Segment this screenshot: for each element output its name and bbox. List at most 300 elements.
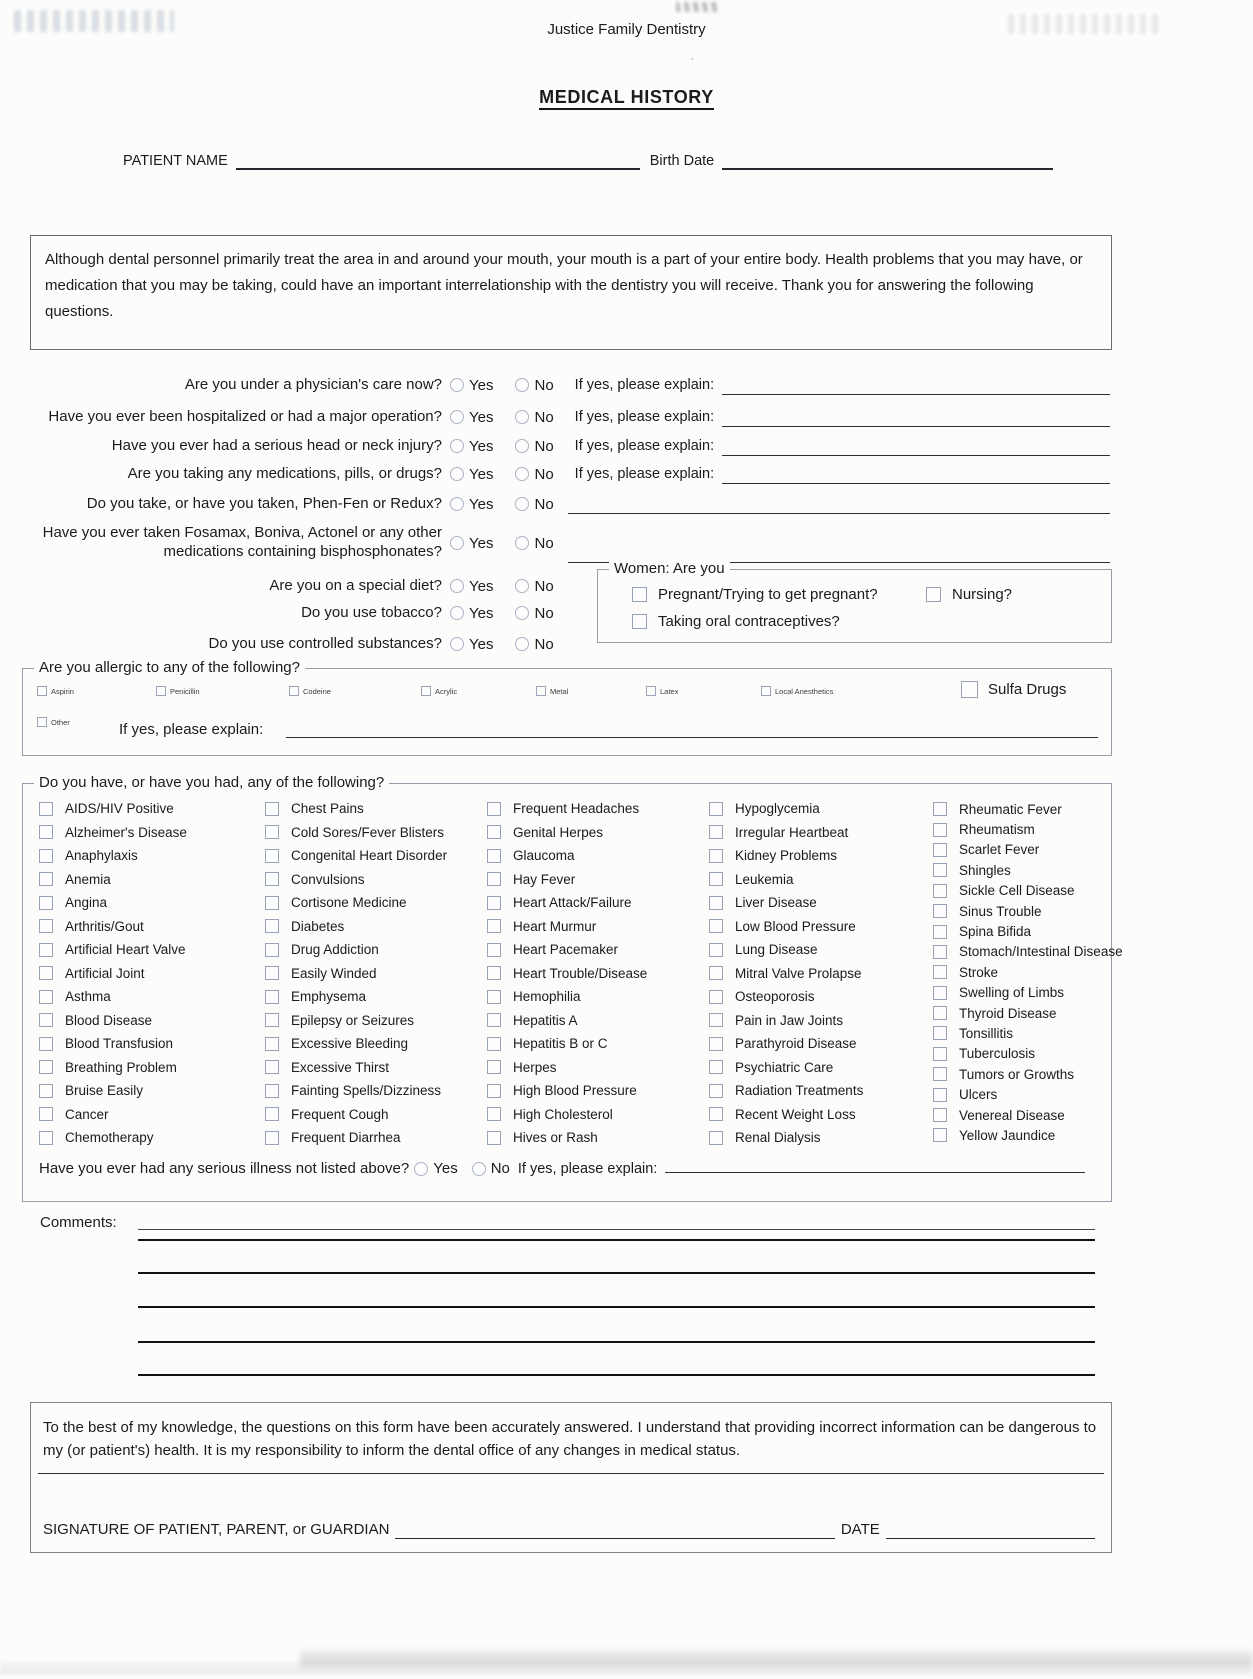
condition-label: Frequent Headaches [513, 801, 640, 817]
condition-checkbox[interactable] [265, 849, 279, 863]
condition-checkbox[interactable] [39, 1037, 53, 1051]
no-label: No [534, 465, 554, 483]
condition-label: Tumors or Growths [959, 1066, 1075, 1082]
condition-checkbox[interactable] [709, 1084, 723, 1098]
question-label: Have you ever been hospitalized or had a major operation? [48, 407, 442, 425]
condition-item [933, 799, 1123, 819]
question-yes-radio[interactable] [450, 497, 464, 511]
condition-label: Frequent Cough [291, 1106, 389, 1122]
condition-item [933, 1125, 1123, 1145]
sulfa-drugs-checkbox[interactable] [961, 681, 978, 698]
condition-item [39, 844, 187, 868]
question-yes-radio[interactable] [450, 467, 464, 481]
acrylic-checkbox[interactable] [421, 686, 431, 696]
condition-checkbox[interactable] [933, 1067, 947, 1081]
condition-checkbox[interactable] [487, 1084, 501, 1098]
condition-checkbox[interactable] [265, 919, 279, 933]
birth-date-field[interactable] [722, 154, 1053, 170]
condition-checkbox[interactable] [709, 872, 723, 886]
condition-checkbox[interactable] [933, 843, 947, 857]
condition-item [933, 1044, 1123, 1064]
condition-label: Hemophilia [513, 989, 581, 1005]
question-no-radio[interactable] [515, 439, 529, 453]
question-row [0, 432, 1112, 460]
condition-item [265, 1079, 447, 1103]
no-label: No [534, 604, 554, 622]
condition-checkbox[interactable] [265, 990, 279, 1004]
no-label: No [534, 408, 554, 426]
condition-checkbox[interactable] [933, 965, 947, 979]
codeine-label: Codeine [303, 687, 331, 696]
question-yes-radio[interactable] [450, 606, 464, 620]
question-no-radio[interactable] [515, 410, 529, 424]
condition-item [709, 891, 863, 915]
condition-checkbox[interactable] [487, 919, 501, 933]
condition-item [487, 1009, 647, 1033]
condition-checkbox[interactable] [265, 825, 279, 839]
condition-checkbox[interactable] [487, 872, 501, 886]
condition-checkbox[interactable] [933, 1047, 947, 1061]
condition-checkbox[interactable] [933, 1128, 947, 1142]
consent-section [30, 1402, 1112, 1553]
condition-checkbox[interactable] [709, 849, 723, 863]
condition-item [265, 915, 447, 939]
condition-label: Heart Attack/Failure [513, 895, 632, 911]
allergy-explain-field[interactable] [286, 720, 1098, 738]
patient-name-label: PATIENT NAME [123, 153, 228, 169]
condition-checkbox[interactable] [487, 1037, 501, 1051]
condition-checkbox[interactable] [933, 904, 947, 918]
condition-checkbox[interactable] [933, 1088, 947, 1102]
condition-checkbox[interactable] [487, 943, 501, 957]
condition-label: Swelling of Limbs [959, 985, 1065, 1001]
condition-label: Sickle Cell Disease [959, 883, 1075, 899]
condition-item [933, 1105, 1123, 1125]
condition-item [39, 821, 187, 845]
condition-item [933, 921, 1123, 941]
condition-label: Hypoglycemia [735, 801, 820, 817]
contraceptives-checkbox[interactable] [632, 614, 647, 629]
allergy-item [289, 686, 331, 696]
condition-label: Tuberculosis [959, 1046, 1036, 1062]
condition-checkbox[interactable] [933, 823, 947, 837]
condition-checkbox[interactable] [39, 919, 53, 933]
consent-text: To the best of my knowledge, the questions on this form have been accurately answered. I understand that providing incorrect information can be dangerous to my (or patient's) health. It is my responsibility to inform the dental office of any changes in medical status. [43, 1419, 1097, 1460]
condition-item [265, 1126, 447, 1150]
condition-checkbox[interactable] [39, 943, 53, 957]
condition-item [709, 1079, 863, 1103]
explain-label: If yes, please explain: [574, 377, 715, 393]
signature-field[interactable] [395, 1525, 834, 1539]
condition-checkbox[interactable] [39, 1013, 53, 1027]
signature-label: SIGNATURE OF PATIENT, PARENT, or GUARDIAN [43, 1521, 390, 1538]
yes-label: Yes [469, 408, 494, 426]
allergies-section [22, 659, 1112, 756]
condition-item [933, 962, 1123, 982]
condition-label: Cold Sores/Fever Blisters [291, 824, 445, 840]
condition-label: Psychiatric Care [735, 1059, 834, 1075]
condition-checkbox[interactable] [265, 896, 279, 910]
local-anesthetics-checkbox[interactable] [761, 686, 771, 696]
condition-checkbox[interactable] [39, 990, 53, 1004]
condition-checkbox[interactable] [39, 1107, 53, 1121]
condition-checkbox[interactable] [265, 1060, 279, 1074]
page-title: MEDICAL HISTORY [0, 87, 1253, 108]
condition-checkbox[interactable] [487, 802, 501, 816]
condition-checkbox[interactable] [933, 1108, 947, 1122]
condition-label: Easily Winded [291, 965, 377, 981]
condition-checkbox[interactable] [709, 919, 723, 933]
condition-checkbox[interactable] [39, 896, 53, 910]
condition-item [709, 1103, 863, 1127]
condition-checkbox[interactable] [709, 1107, 723, 1121]
condition-checkbox[interactable] [487, 849, 501, 863]
divider [38, 1473, 1104, 1474]
condition-item [487, 938, 647, 962]
condition-label: Osteoporosis [735, 989, 815, 1005]
condition-item [709, 868, 863, 892]
date-field[interactable] [886, 1525, 1095, 1539]
condition-checkbox[interactable] [487, 825, 501, 839]
allergy-item [156, 686, 200, 696]
condition-item [933, 901, 1123, 921]
condition-label: Herpes [513, 1059, 557, 1075]
condition-label: Angina [65, 895, 108, 911]
condition-label: Sinus Trouble [959, 903, 1042, 919]
comments-line[interactable] [138, 1341, 1095, 1343]
condition-item [265, 1009, 447, 1033]
condition-item [265, 938, 447, 962]
condition-item [39, 985, 187, 1009]
condition-checkbox[interactable] [265, 1013, 279, 1027]
penicillin-checkbox[interactable] [156, 686, 166, 696]
explain-label: If yes, please explain: [517, 1160, 658, 1177]
allergy-item [37, 686, 74, 696]
condition-label: Recent Weight Loss [735, 1106, 856, 1122]
condition-item [709, 1126, 863, 1150]
condition-label: Kidney Problems [735, 848, 838, 864]
yes-label: Yes [469, 437, 494, 455]
condition-checkbox[interactable] [39, 966, 53, 980]
condition-checkbox[interactable] [933, 925, 947, 939]
condition-checkbox[interactable] [487, 966, 501, 980]
question-label: Do you use controlled substances? [208, 634, 442, 652]
question-yes-radio[interactable] [450, 637, 464, 651]
condition-item [487, 821, 647, 845]
condition-checkbox[interactable] [39, 802, 53, 816]
condition-item [487, 915, 647, 939]
comments-line[interactable] [138, 1239, 1095, 1241]
question-explain-field[interactable] [722, 426, 1110, 427]
condition-label: Hay Fever [513, 871, 576, 887]
pregnant-label: Pregnant/Trying to get pregnant? [658, 586, 878, 603]
condition-label: Hepatitis A [513, 1012, 578, 1028]
condition-item [265, 844, 447, 868]
condition-label: Stroke [959, 964, 999, 980]
question-row [0, 490, 1112, 518]
question-label: Are you under a physician's care now? [184, 375, 442, 393]
condition-checkbox[interactable] [39, 825, 53, 839]
question-no-radio[interactable] [515, 467, 529, 481]
condition-checkbox[interactable] [709, 896, 723, 910]
conditions-column [487, 797, 647, 1150]
condition-checkbox[interactable] [265, 943, 279, 957]
condition-checkbox[interactable] [709, 1131, 723, 1145]
question-label: Do you take, or have you taken, Phen-Fen or Redux? [86, 494, 442, 512]
allergy-item [646, 686, 678, 696]
condition-checkbox[interactable] [265, 1131, 279, 1145]
condition-item [39, 1103, 187, 1127]
condition-checkbox[interactable] [709, 990, 723, 1004]
question-yes-radio[interactable] [450, 579, 464, 593]
women-section [597, 560, 1112, 643]
condition-checkbox[interactable] [709, 825, 723, 839]
condition-label: Ulcers [959, 1087, 998, 1103]
condition-label: Low Blood Pressure [735, 918, 856, 934]
date-label: DATE [840, 1521, 880, 1538]
condition-label: Spina Bifida [959, 924, 1032, 940]
comments-line[interactable] [138, 1272, 1095, 1274]
latex-checkbox[interactable] [646, 686, 656, 696]
condition-label: Rheumatism [959, 822, 1035, 838]
condition-label: High Cholesterol [513, 1106, 613, 1122]
condition-label: Alzheimer's Disease [65, 824, 187, 840]
condition-checkbox[interactable] [487, 990, 501, 1004]
question-no-radio[interactable] [515, 606, 529, 620]
condition-checkbox[interactable] [39, 1060, 53, 1074]
clinic-name: Justice Family Dentistry [547, 21, 706, 38]
condition-label: Rheumatic Fever [959, 801, 1062, 817]
yes-label: Yes [469, 495, 494, 513]
condition-checkbox[interactable] [933, 863, 947, 877]
condition-item [709, 797, 863, 821]
condition-item [487, 985, 647, 1009]
condition-item [933, 942, 1123, 962]
scan-smudge-top-center [676, 2, 720, 12]
no-label: No [534, 534, 554, 552]
condition-checkbox[interactable] [265, 1107, 279, 1121]
condition-label: AIDS/HIV Positive [65, 801, 174, 817]
aspirin-label: Aspirin [51, 687, 74, 696]
condition-item [487, 797, 647, 821]
condition-item [39, 1126, 187, 1150]
question-label: Do you use tobacco? [301, 603, 442, 621]
condition-label: Leukemia [735, 871, 794, 887]
condition-item [39, 1009, 187, 1033]
aspirin-checkbox[interactable] [37, 686, 47, 696]
allergy-item [761, 686, 833, 696]
condition-checkbox[interactable] [709, 1037, 723, 1051]
condition-label: Yellow Jaundice [959, 1127, 1056, 1143]
question-no-radio[interactable] [515, 637, 529, 651]
no-label: No [534, 495, 554, 513]
condition-item [39, 868, 187, 892]
condition-checkbox[interactable] [487, 1013, 501, 1027]
comments-line[interactable] [138, 1306, 1095, 1308]
condition-label: Mitral Valve Prolapse [735, 965, 862, 981]
condition-item [933, 819, 1123, 839]
serious-illness-question [39, 1160, 1087, 1177]
question-label: Are you taking any medications, pills, or drugs? [127, 464, 442, 482]
condition-checkbox[interactable] [487, 1131, 501, 1145]
condition-item [39, 797, 187, 821]
intro-text: Although dental personnel primarily treat the area in and around your mouth, your mouth is a part of your entire body. Health problems that you may have, or medication that you may be taking, could have an important interrelationship with the dentistry you will receive. Thank you for answering the following questions. [45, 251, 1083, 320]
patient-name-field[interactable] [236, 154, 640, 170]
sulfa-drugs-option [961, 681, 1066, 698]
question-no-radio[interactable] [515, 536, 529, 550]
question-no-radio[interactable] [515, 378, 529, 392]
condition-item [709, 985, 863, 1009]
condition-label: Chest Pains [291, 801, 364, 817]
pregnant-checkbox[interactable] [632, 587, 647, 602]
condition-item [265, 797, 447, 821]
condition-label: Epilepsy or Seizures [291, 1012, 415, 1028]
condition-label: Convulsions [291, 871, 365, 887]
condition-label: Breathing Problem [65, 1059, 177, 1075]
metal-checkbox[interactable] [536, 686, 546, 696]
condition-checkbox[interactable] [933, 945, 947, 959]
condition-label: Excessive Bleeding [291, 1036, 409, 1052]
condition-item [265, 1103, 447, 1127]
no-label: No [534, 635, 554, 653]
condition-checkbox[interactable] [709, 1060, 723, 1074]
condition-checkbox[interactable] [39, 872, 53, 886]
condition-checkbox[interactable] [933, 1026, 947, 1040]
condition-checkbox[interactable] [265, 802, 279, 816]
condition-checkbox[interactable] [39, 1084, 53, 1098]
condition-checkbox[interactable] [709, 943, 723, 957]
other-allergy-label: Other [51, 718, 70, 727]
nursing-checkbox[interactable] [926, 587, 941, 602]
condition-label: Frequent Diarrhea [291, 1130, 401, 1146]
condition-checkbox[interactable] [709, 802, 723, 816]
other-allergy-checkbox[interactable] [37, 717, 47, 727]
pregnant-option [632, 586, 878, 603]
birth-date-label: Birth Date [649, 153, 715, 169]
condition-label: Anaphylaxis [65, 848, 138, 864]
condition-label: Pain in Jaw Joints [735, 1012, 844, 1028]
question-yes-radio[interactable] [450, 410, 464, 424]
women-legend: Women: Are you [609, 560, 730, 577]
condition-label: Hepatitis B or C [513, 1036, 608, 1052]
nursing-option [926, 586, 1012, 603]
condition-item [39, 1079, 187, 1103]
question-label: Have you ever had a serious head or neck injury? [111, 436, 442, 454]
scan-shadow-bottom [300, 1650, 1253, 1666]
condition-label: Artificial Heart Valve [65, 942, 186, 958]
condition-item [39, 962, 187, 986]
condition-checkbox[interactable] [933, 802, 947, 816]
condition-item [709, 1009, 863, 1033]
condition-label: Chemotherapy [65, 1130, 154, 1146]
serious-illness-explain-field[interactable] [665, 1172, 1085, 1173]
comments-label: Comments: [40, 1214, 117, 1231]
allergy-item [536, 686, 568, 696]
contraceptives-label: Taking oral contraceptives? [658, 613, 840, 630]
question-explain-field[interactable] [722, 394, 1110, 395]
condition-item [39, 1032, 187, 1056]
contraceptives-option [632, 613, 840, 630]
serious-illness-yes-radio[interactable] [414, 1162, 428, 1176]
question-explain-field[interactable] [722, 483, 1110, 484]
condition-label: Lung Disease [735, 942, 818, 958]
condition-checkbox[interactable] [265, 1037, 279, 1051]
question-no-radio[interactable] [515, 497, 529, 511]
condition-label: Drug Addiction [291, 942, 379, 958]
condition-checkbox[interactable] [265, 1084, 279, 1098]
yes-label: Yes [433, 1160, 458, 1177]
nursing-label: Nursing? [952, 586, 1013, 603]
question-label: Are you on a special diet? [269, 576, 442, 594]
condition-checkbox[interactable] [933, 884, 947, 898]
condition-checkbox[interactable] [265, 872, 279, 886]
condition-checkbox[interactable] [709, 966, 723, 980]
condition-checkbox[interactable] [933, 986, 947, 1000]
comments-field[interactable] [138, 1212, 1095, 1230]
condition-item [265, 891, 447, 915]
question-yes-radio[interactable] [450, 439, 464, 453]
conditions-column [933, 799, 1123, 1146]
acrylic-label: Acrylic [435, 687, 458, 696]
scan-tick-mark: ‵ [691, 57, 694, 69]
intro-box [30, 235, 1112, 350]
condition-item [265, 962, 447, 986]
condition-checkbox[interactable] [39, 1131, 53, 1145]
yes-label: Yes [469, 465, 494, 483]
conditions-column [265, 797, 447, 1150]
local-anesthetics-label: Local Anesthetics [775, 687, 834, 696]
question-no-radio[interactable] [515, 579, 529, 593]
condition-item [487, 1126, 647, 1150]
question-explain-field[interactable] [568, 513, 1110, 514]
condition-checkbox[interactable] [487, 1107, 501, 1121]
question-row [0, 371, 1112, 399]
condition-checkbox[interactable] [265, 966, 279, 980]
yes-label: Yes [469, 635, 494, 653]
condition-item [933, 983, 1123, 1003]
condition-item [487, 844, 647, 868]
question-row [0, 519, 1112, 567]
condition-item [933, 881, 1123, 901]
question-yes-radio[interactable] [450, 378, 464, 392]
scan-shadow-bottom-edge [0, 1662, 1253, 1674]
condition-label: Fainting Spells/Dizziness [291, 1083, 442, 1099]
condition-item [487, 962, 647, 986]
condition-label: Stomach/Intestinal Disease [959, 944, 1123, 960]
signature-row [43, 1521, 1095, 1539]
question-row [0, 403, 1112, 431]
no-label: No [534, 376, 554, 394]
condition-item [709, 821, 863, 845]
comments-line[interactable] [138, 1374, 1095, 1376]
question-explain-field[interactable] [722, 455, 1110, 456]
condition-label: Blood Disease [65, 1012, 153, 1028]
condition-label: Cortisone Medicine [291, 895, 407, 911]
condition-checkbox[interactable] [487, 1060, 501, 1074]
codeine-checkbox[interactable] [289, 686, 299, 696]
condition-checkbox[interactable] [39, 849, 53, 863]
condition-label: Cancer [65, 1106, 109, 1122]
condition-checkbox[interactable] [709, 1013, 723, 1027]
serious-illness-no-radio[interactable] [472, 1162, 486, 1176]
question-yes-radio[interactable] [450, 536, 464, 550]
penicillin-label: Penicillin [170, 687, 200, 696]
condition-checkbox[interactable] [933, 1006, 947, 1020]
condition-item [709, 1032, 863, 1056]
condition-label: High Blood Pressure [513, 1083, 637, 1099]
condition-checkbox[interactable] [487, 896, 501, 910]
condition-item [487, 891, 647, 915]
